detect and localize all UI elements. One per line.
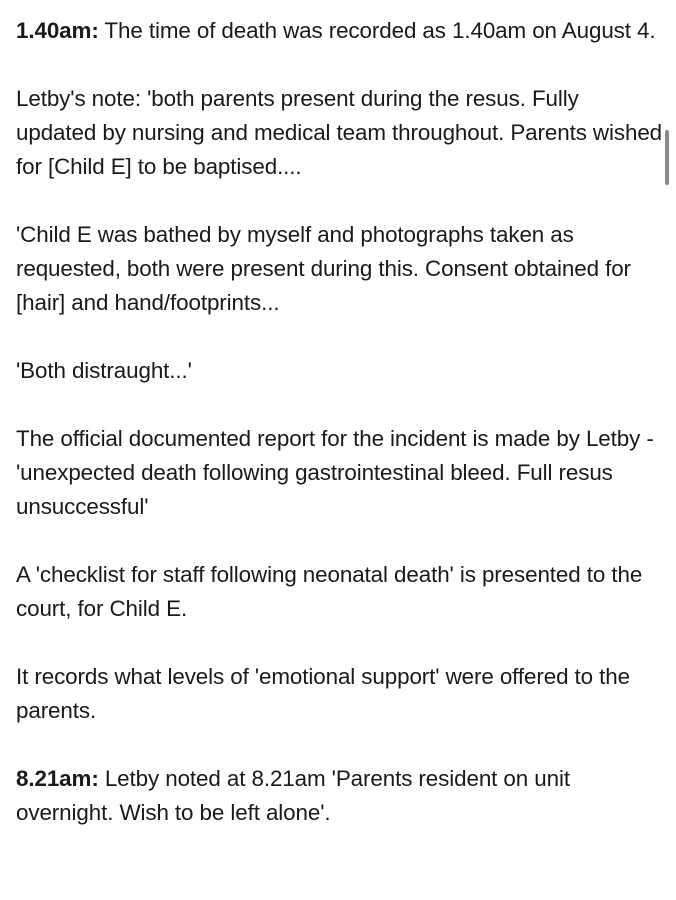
paragraph-child-e-bathed (16, 218, 664, 320)
paragraph-text: 'Child E was bathed by myself and photographs taken as requested, both were present during this. Consent obtained for [hair] and hand/footprints... (16, 222, 631, 315)
paragraph-text: Letby's note: 'both parents present during the resus. Fully updated by nursing and medical team throughout. Parents wished for [Child E] to be baptised.... (16, 86, 663, 179)
timestamp-label: 8.21am: (16, 766, 99, 791)
paragraph-checklist (16, 558, 664, 626)
paragraph-text: The official documented report for the incident is made by Letby - 'unexpected death following gastrointestinal bleed. Full resus unsuccessful' (16, 426, 654, 519)
scrollbar-thumb[interactable] (665, 130, 669, 185)
paragraph-letby-note (16, 82, 664, 184)
paragraph-text: A 'checklist for staff following neonatal death' is presented to the court, for Child E. (16, 562, 643, 621)
paragraph-time-of-death (16, 14, 664, 48)
paragraph-official-report (16, 422, 664, 524)
paragraph-821am (16, 762, 664, 830)
paragraph-text: 'Both distraught...' (16, 358, 192, 383)
paragraph-both-distraught (16, 354, 664, 388)
article-body (16, 14, 664, 864)
paragraph-text: Letby noted at 8.21am 'Parents resident on unit overnight. Wish to be left alone'. (16, 766, 570, 825)
timestamp-label: 1.40am: (16, 18, 99, 43)
paragraph-emotional-support (16, 660, 664, 728)
paragraph-text: The time of death was recorded as 1.40am on August 4. (98, 18, 656, 43)
paragraph-text: It records what levels of 'emotional support' were offered to the parents. (16, 664, 630, 723)
